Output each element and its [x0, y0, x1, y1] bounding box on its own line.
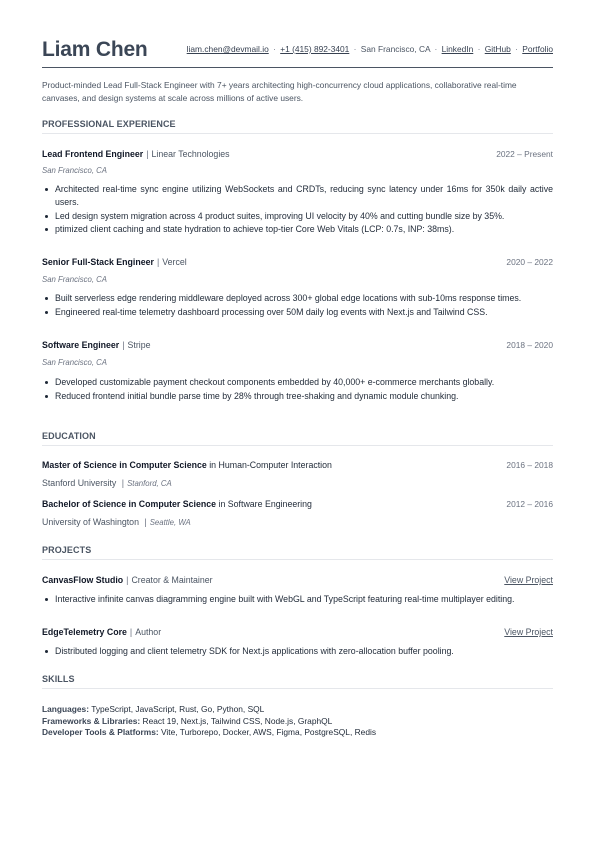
portfolio-link[interactable]: Portfolio [522, 44, 553, 54]
view-project-link[interactable]: View Project [504, 575, 553, 585]
job-bullets [42, 292, 553, 319]
list-item: ptimized client caching and state hydration to achieve top-tier Core Web Vitals (LCP: 0.7s, INP: 38ms). [42, 223, 553, 236]
skill-label: Frameworks & Libraries: [42, 715, 141, 726]
school-location: Seattle, WA [149, 518, 191, 527]
project-bullets [42, 645, 553, 659]
list-item: Reduced frontend initial bundle parse time by 28% through tree-shaking and dynamic module chunking. [42, 390, 553, 403]
skills-list [42, 704, 553, 739]
project-role: Creator & Maintainer [131, 575, 213, 585]
degree-name: Master of Science in Computer Science [42, 460, 207, 470]
experience-header: Senior Full-Stack Engineer | Vercel 2020 – 2022 [42, 257, 553, 267]
job-dates: 2018 – 2020 [506, 340, 553, 350]
skill-label: Languages: [42, 704, 89, 714]
section-title-projects: PROJECTS [42, 545, 553, 560]
list-item: Led design system migration across 4 product suites, improving UI velocity by 40% and cutting bundle size by 35%. [42, 210, 553, 223]
school-name: University of Washington [42, 517, 139, 527]
list-item: Interactive infinite canvas diagramming engine built with WebGL and TypeScript featuring real-time multiplayer editing. [42, 593, 553, 606]
job-bullets [42, 376, 553, 403]
skill-value: React 19, Next.js, Tailwind CSS, Node.js, GraphQL [142, 715, 333, 726]
job-dates: 2020 – 2022 [506, 257, 553, 267]
skill-row [42, 704, 553, 716]
list-item: Distributed logging and client telemetry SDK for Next.js applications with zero-allocation buffer pooling. [42, 645, 553, 658]
separator: · [477, 44, 481, 54]
phone-link[interactable]: +1 (415) 892-3401 [280, 44, 350, 54]
company-name: Stripe [127, 340, 151, 350]
project-name: EdgeTelemetry Core [42, 627, 127, 637]
list-item: Engineered real-time telemetry dashboard processing over 50M daily log events with Next.js and Tailwind CSS. [42, 306, 553, 319]
email-link[interactable]: liam.chen@devmail.io [186, 44, 269, 54]
separator: · [434, 44, 438, 54]
view-project-link[interactable]: View Project [504, 627, 553, 637]
project-header: EdgeTelemetry Core | Author View Project [42, 627, 553, 637]
company-name: Linear Technologies [151, 149, 230, 159]
job-location: San Francisco, CA [42, 275, 107, 284]
skill-row [42, 716, 553, 728]
separator: · [515, 44, 518, 54]
skill-label: Developer Tools & Platforms: [42, 727, 159, 737]
education-header [42, 498, 553, 510]
degree-field: in Software Engineering [218, 499, 312, 509]
school-line: Stanford University | Stanford, CA [42, 478, 172, 488]
project-header: CanvasFlow Studio | Creator & Maintainer View Project [42, 575, 553, 585]
list-item: Developed customizable payment checkout components embedded by 40,000+ e-commerce merchants globally. [42, 376, 553, 389]
project-name: CanvasFlow Studio [42, 575, 124, 585]
school-name: Stanford University [42, 478, 117, 488]
experience-header: Lead Frontend Engineer | Linear Technologies 2022 – Present [42, 149, 553, 159]
company-name: Vercel [162, 257, 187, 267]
section-title-education: EDUCATION [42, 431, 553, 446]
summary-text: Product-minded Lead Full-Stack Engineer with 7+ years architecting high-concurrency cloud applications, collaborative real-time canvases, and design systems at scale across millions of active users. [42, 80, 517, 103]
education-header [42, 459, 553, 471]
skill-value: TypeScript, JavaScript, Rust, Go, Python, SQL [91, 704, 265, 714]
school-line: University of Washington | Seattle, WA [42, 517, 191, 527]
degree-field: in Human-Computer Interaction [209, 460, 332, 470]
education-dates: 2016 – 2018 [506, 460, 553, 470]
github-link[interactable]: GitHub [484, 44, 511, 54]
resume-header [42, 36, 553, 68]
education-dates: 2012 – 2016 [506, 499, 553, 509]
job-location: San Francisco, CA [42, 358, 107, 367]
job-bullets [42, 183, 553, 237]
separator: · [353, 44, 357, 54]
job-title: Lead Frontend Engineer [42, 149, 144, 159]
job-location: San Francisco, CA [42, 166, 107, 175]
candidate-name: Liam Chen [42, 38, 148, 61]
skill-row [42, 727, 553, 739]
experience-header: Software Engineer | Stripe 2018 – 2020 [42, 340, 553, 350]
list-item: Architected real-time sync engine utilizing WebSockets and CRDTs, reducing sync latency under 16ms for 350k daily active users. [42, 183, 553, 209]
section-title-skills: SKILLS [42, 674, 553, 689]
job-title: Senior Full-Stack Engineer [42, 257, 154, 267]
linkedin-link[interactable]: LinkedIn [441, 44, 474, 54]
separator: · [273, 44, 276, 54]
section-title-experience: PROFESSIONAL EXPERIENCE [42, 119, 553, 134]
job-title: Software Engineer [42, 340, 120, 350]
location-text: San Francisco, CA [360, 44, 431, 54]
project-bullets [42, 593, 553, 607]
school-location: Stanford, CA [127, 479, 172, 488]
degree-name: Bachelor of Science in Computer Science [42, 499, 217, 509]
list-item: Built serverless edge rendering middleware deployed across 300+ global edge locations with sub-10ms response times. [42, 292, 553, 305]
project-role: Author [135, 627, 162, 637]
contact-line [187, 43, 553, 55]
skill-value: Vite, Turborepo, Docker, AWS, Figma, PostgreSQL, Redis [160, 727, 377, 737]
job-dates: 2022 – Present [496, 149, 553, 159]
